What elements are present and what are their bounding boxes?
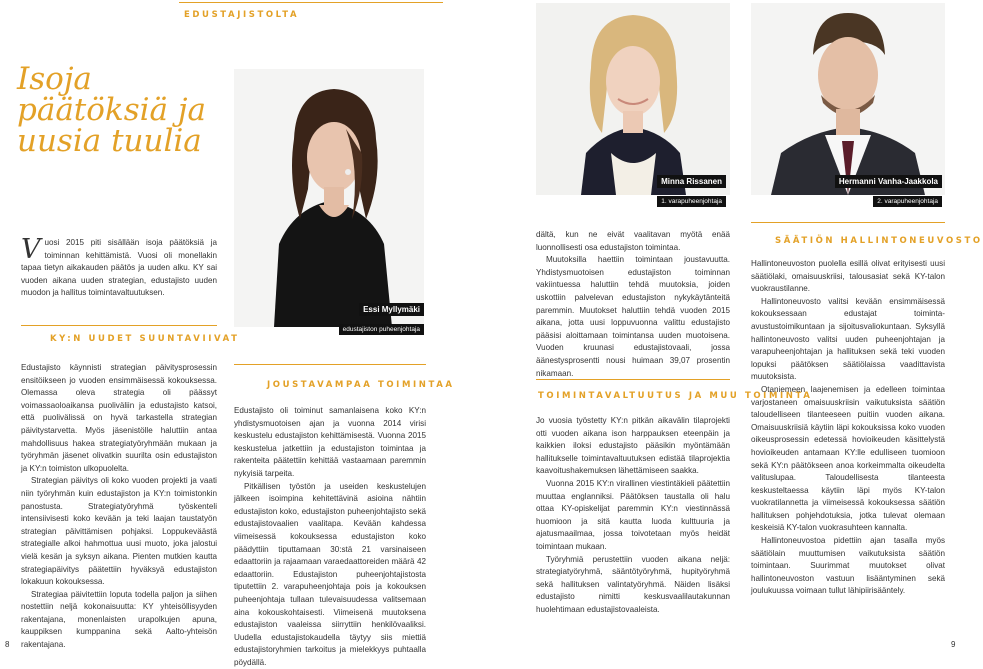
- section-heading: SÄÄTIÖN HALLINTONEUVOSTO: [775, 236, 983, 246]
- portrait-essi: [234, 69, 424, 333]
- paragraph: Edustajisto käynnisti strategian päivitysprosessin ensitöikseen jo vuoden ensimmäisessä kokouksessa. Olemassa oleva strategia oli päässyt voimassaoloaikansa puoliväliin ja edustajisto katsoi, että puolivälissä on hyvä tarkastella strategian päivitystarvetta. Myös jäsenistölle haluttiin antaa mahdollisuus hakea strategiatyöryhmään mukaan ja työryhmän jäsenet olivatkin suurilta osin edustajiston ja KY:n toimiston ulkopuolelta.: [21, 363, 217, 473]
- paragraph: Pitkällisen työstön ja useiden keskustelujen jälkeen isoimpina kehitettävinä asioina nähtiin edustajiston koko, edustajiston puheenjohtajisto sekä edustajistovaalien vaalitapa. Kevään kahdessa viimeisessä kokouksessa edustajiston koko päädyttiin tiputtamaan 30:stä 21 varsinaiseen edaattoriin ja rajaamaan varaedaattoreiden määrä 42 edaattoriin. Edustajiston puheenjohtajistosta tiputettiin 2. varapuheenjohtaja pois ja kokouksen puheenjohtaja tullaan tulevaisuudessa valitsemaan aina kokouskohtaisesti. Viimeisenä muutoksena edustajiston vaaleissa siirryttiin henkilövaaliksi. Uudella edustajistokaudella täytyy siis miettiä edustajistoryhmien tarkoitus ja mielekkyys puhtaalla pöydällä.: [234, 481, 426, 667]
- headline-line-2: päätöksiä ja: [17, 92, 206, 128]
- col3-text: [536, 229, 730, 380]
- intro-text: [21, 234, 217, 300]
- strategy-text: [21, 362, 217, 652]
- person-role: 2. varapuheenjohtaja: [873, 196, 942, 207]
- active-divider: [234, 364, 426, 365]
- person-role: 1. varapuheenjohtaja: [657, 196, 726, 207]
- page-number-left: 8: [5, 640, 10, 649]
- person-name: Essi Myllymäki: [359, 303, 424, 316]
- caption-essi: [339, 299, 424, 336]
- paragraph: Hallintoneuvoston puolella esillä olivat erityisesti uusi säätiölaki, omaisuuskriisi, talousasiat sekä KY-talon vuokraustilanne.: [751, 259, 945, 294]
- paragraph: dältä, kun ne eivät vaalitavan myötä enää luonnollisesti osa edustajiston toimintaa.: [536, 230, 730, 252]
- section-label: EDUSTAJISTOLTA: [184, 10, 300, 20]
- paragraph: Työryhmiä perustettiin vuoden aikana neljä: strategiatyöryhmä, sääntötyöryhmä, hupityöryhmä sekä hallituksen valintatyöryhmä. Näiden lisäksi edustajisto nimitti keskusvaalilautakunnan huolehtimaan edustajistovaaleista.: [536, 554, 730, 614]
- paragraph: Hallintoneuvostoa pidettiin ajan tasalla myös säätiölain muuttumisen vaikutuksista säätiön toimintaan. Suurimmat muutokset olivat hallintoneuvoston vastuun lisääntyminen sekä joulukuussa voimaan tullut lähipiirisääntely.: [751, 536, 945, 596]
- board-text: [751, 258, 945, 598]
- person-name: Minna Rissanen: [657, 175, 726, 188]
- caption-minna: [657, 171, 726, 208]
- intro-paragraph: uosi 2015 piti sisällään isoja päätöksiä ja toiminnan kehittämistä. Vuosi oli monellakin tapaa tietyn aikakauden päätös ja uuden alku. KY sai vuoden aikana uuden strategian, edustajisto uuden muodon ja hallitus toimintavaltuutuksen.: [21, 238, 217, 298]
- top-divider: [179, 2, 443, 3]
- paragraph: Jo vuosia työstetty KY:n pitkän aikavälin tilaprojekti otti vuoden aikana ison harppauksen eteenpäin ja kaikkien iloksi edustajisto pääsikin myöntämään hallitukselle toimintavaltuutuksen edistää tilaprojektia kaavoitushakemuksen lähettämiseen saakka.: [536, 416, 730, 476]
- page-number-right: 9: [951, 640, 956, 649]
- headline-line-3: uusia tuulia: [17, 123, 202, 159]
- board-divider: [751, 222, 945, 223]
- portrait-minna: [536, 3, 730, 205]
- caption-hermanni: [835, 171, 942, 208]
- drop-cap: V: [21, 234, 41, 265]
- paragraph: Otaniemeen laajenemisen ja edelleen toimintaa varjostaneen omaisuuskriisin vaikutuksista säätiön taloudelliseen tilanteeseen puitiin vuoden aikana. Omaisuuskriisiä käytiin läpi kokouksissa koko vuoden oikeusprosessin edetessä hovioikeuden käsittelystä hovioikeuden antamaan KY:lle edulliseen tuomioon sekä KY:n päätökseen anoa korkeimmalta oikeudelta valituslupaa. Taloudellisesta tilanteesta keskusteltaessa käytiin läpi myös KY-talon vuokratilannetta ja viimeisessä kokouksessa säätiön hallituksen pohjehdotuksia, jotka tulevat olemaan keskeisiä KY-talon vuokrasuhteen kannalta.: [751, 384, 945, 533]
- headline-line-1: Isoja: [17, 61, 92, 97]
- active-text: [234, 405, 426, 669]
- portrait-hermanni: [751, 3, 945, 205]
- paragraph: Vuonna 2015 KY:n virallinen viestintäkieli päätettiin muuttaa englanniksi. Päätöksen taustalla oli halu ottaa KY-opiskelijat paremmin KY:n viestinnässä huomioon ja sitä kautta luoda kulttuuria ja ajatusmaailmaa, jossa toivotetaan myös heidät toimintaan mukaan.: [536, 478, 730, 551]
- section-heading: KY:N UUDET SUUNTAVIIVAT: [50, 334, 240, 344]
- paragraph: Muutoksilla haettiin toimintaan joustavuutta. Yhdistysmuotoisen edustajiston toiminnan vakiintuessa haluttiin tehdä muutoksia, joiden uskottiin palvelevan edustajiston nykykäytänteitä paremmin. Muutokset haluttiin tehdä vuoden 2015 aikana, jotta uusi loppuvuonna valittu edustajisto pääsisi aloittamaan toimintansa uuden muotoisena. Vuoden kruunasi edustajistovaali, jossa äänestysprosentti nousi huimaan 39,07 prosentin nikamaan.: [536, 255, 730, 378]
- paragraph: Edustajisto oli toiminut samanlaisena koko KY:n yhdistysmuotoisen ajan ja vuonna 2014 virisi keskustelu edustajiston kehittämisestä. Vuonna 2015 keskustelua jatkettiin ja edustajiston toimintaa ja rakenteita päätettiin kehittää vastaamaan paremmin nykyisiä tarpeita.: [234, 406, 426, 478]
- person-role: edustajiston puheenjohtaja: [339, 324, 424, 335]
- page-title: [17, 61, 206, 159]
- person-name: Hermanni Vanha-Jaakkola: [835, 175, 942, 188]
- section-heading: JOUSTAVAMPAA TOIMINTAA: [267, 380, 455, 390]
- paragraph: Hallintoneuvosto valitsi kevään ensimmäisessä kokouksessaan edustajat toiminta-avustustoimikuntaan ja sijoitusvaliokuntaan. Syksyllä hallintoneuvosto valitsi uuden puheenjohtajan ja varapuheenjohtajan ja hallituksen sekä teki vuoden lopuksi päätöksen säätiölaissa vaadittavista muutoksista.: [751, 296, 945, 382]
- mandate-divider: [536, 379, 730, 380]
- strategy-divider: [21, 325, 217, 326]
- mandate-text: [536, 415, 730, 617]
- paragraph: Strategiaa päivitettiin loputa todella paljon ja siihen nostettiin neljä kokonaisuutta: KY yhteisöllisyyden rakentajana, monenlaisten urapolkujen apuna, kauppiksen kumppanina sekä Aalto-yhteisön rakentajana.: [21, 589, 217, 650]
- section-heading: TOIMINTAVALTUUTUS JA MUU TOIMINTA: [538, 391, 813, 401]
- paragraph: Strategian päivitys oli koko vuoden projekti ja vaati niin työryhmän kuin edustajiston ja KY:n toimistonkin panostusta. Strategiatyöryhmä työskenteli intensiivisesti koko kevään ja teki laajan taustatyön strategian päivittämisen pohjaksi. Loppukeväästä strategialle alkoi hahmottua uusi muoto, joka jalostui vielä kesän ja syksyn aikana. Pienten mutkien kautta strategiapäivitys päätettiin hyväksyä edustajiston lokakuun kokouksessa.: [21, 476, 217, 587]
